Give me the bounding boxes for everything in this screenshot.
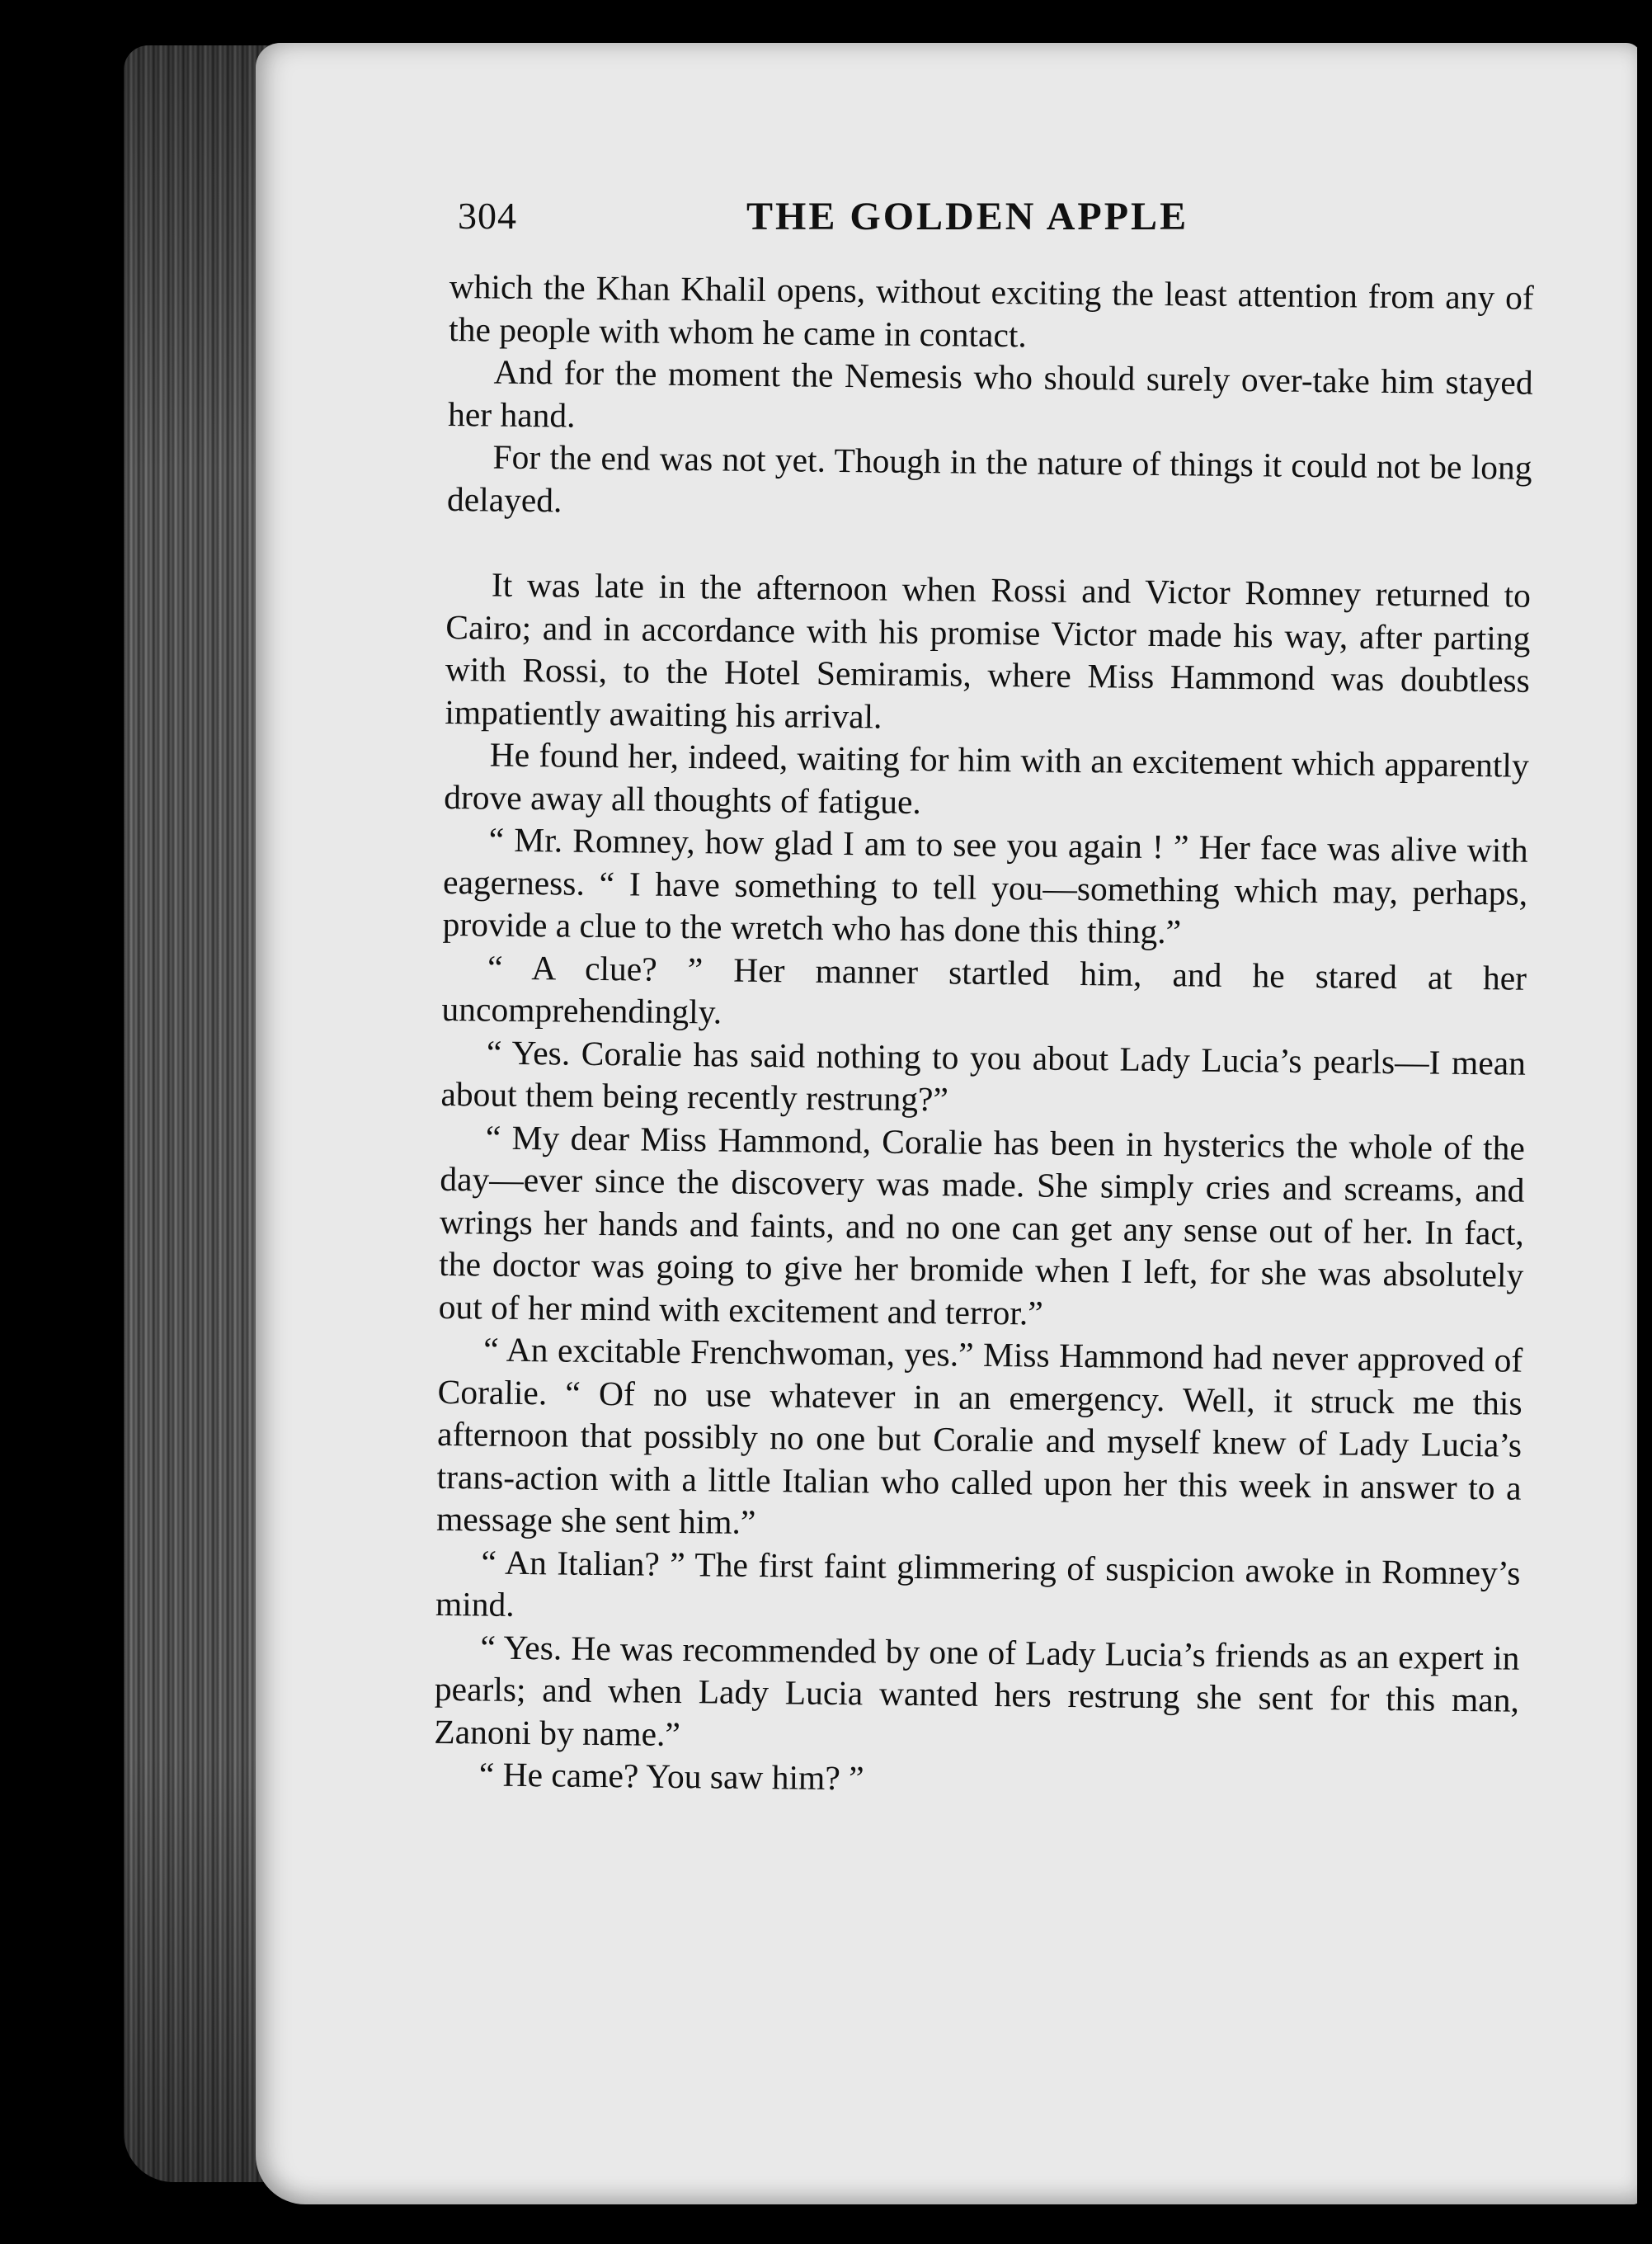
paragraph: “ He came? You saw him? ” [478, 1755, 864, 1798]
running-head: THE GOLDEN APPLE [746, 195, 1189, 238]
body-text [434, 266, 1534, 1807]
paragraph: “ Mr. Romney, how glad I am to see you again ! ” Her face was alive with eagerness. “ I have something to tell you—something which may, perhaps, provide a clue to the wretch who has done this thing.” [442, 820, 1528, 951]
paragraph: “ An excitable Frenchwoman, yes.” Miss Hammond had never approved of Coralie. “ Of no use whatever in an emergency. Well, it struck me this afternoon that possibly no one but Coralie and myself knew of Lady Lucia’s trans-action with a little Italian who called upon her this week in answer to a message she sent him.” [435, 1330, 1523, 1541]
paragraph: “ Yes. Coralie has said nothing to you about Lady Lucia’s pearls—I mean about them being recently restrung?” [440, 1033, 1527, 1119]
paragraph: “ My dear Miss Hammond, Coralie has been in hysterics the whole of the day—ever since the discovery was made. She simply cries and screams, and wrings her hands and faints, and no one can get any sense out of her. In fact, the doctor was going to give her bromide when I left, for she was absolutely out of her mind with excitement and terror.” [438, 1118, 1526, 1332]
paragraph: which the Khan Khalil opens, without exciting the least attention from any of the people with whom he came in contact. [448, 266, 1534, 354]
paragraph: It was late in the afternoon when Rossi and Victor Romney returned to Cairo; and in accordance with his promise Victor made his way, after parting with Rossi, to the Hotel Semiramis, where Miss Hammond was doubtless impatiently awaiting his arrival. [445, 565, 1532, 736]
paragraph: “ A clue? ” Her manner startled him, and he stared at her uncomprehendingly. [441, 948, 1527, 1031]
paragraph: “ Yes. He was recommended by one of Lady Lucia’s friends as an expert in pearls; and when Lady Lucia wanted hers restrung she sent for this man, Zanoni by name.” [434, 1627, 1520, 1753]
paragraph: For the end was not yet. Though in the nature of things it could not be long delayed. [446, 437, 1532, 519]
paragraph: He found her, indeed, waiting for him with an excitement which apparently drove away all thoughts of fatigue. [444, 735, 1529, 821]
page-number: 304 [458, 195, 517, 237]
page-header [458, 194, 1538, 252]
paragraph: And for the moment the Nemesis who should surely over-take him stayed her hand. [447, 352, 1533, 435]
paragraph: “ An Italian? ” The first faint glimmering of suspicion awoke in Romney’s mind. [435, 1542, 1521, 1624]
scan-border [1637, 0, 1652, 2244]
